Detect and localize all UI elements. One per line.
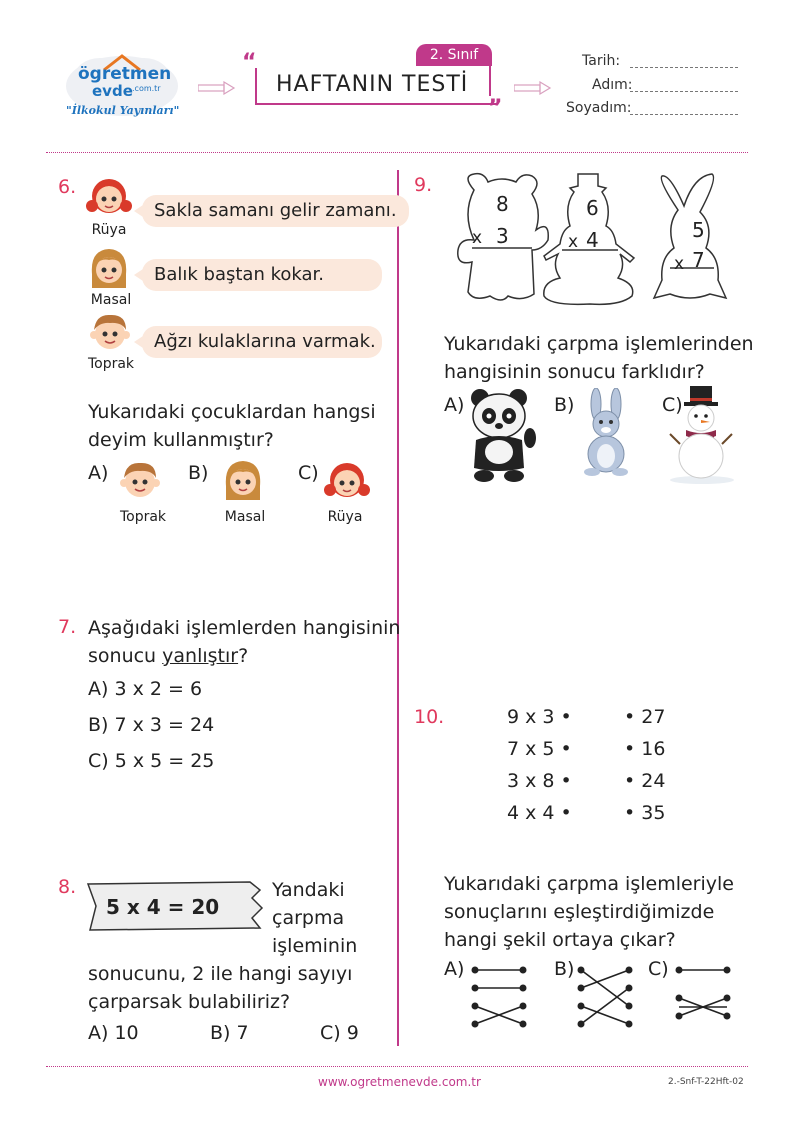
column-divider [397, 170, 399, 1046]
match-left-3: 3 x 8 • [507, 770, 572, 792]
shape-bottom-number: 3 [496, 224, 509, 248]
question-number-10: 10. [414, 706, 445, 728]
match-right-text: 27 [641, 706, 666, 728]
option-c-label[interactable]: C) [298, 462, 319, 484]
pattern-b-diagram[interactable] [576, 962, 634, 1038]
arrow-icon [514, 80, 552, 99]
speech-bubble-masal [142, 259, 382, 291]
match-left-2: 7 x 5 • [507, 738, 572, 760]
footer-url[interactable]: www.ogretmenevde.com.tr [318, 1075, 481, 1089]
question-underlined-word: yanlıştır [162, 645, 239, 667]
logo-main: ögretmen [78, 64, 172, 84]
speech-bubble-ruya [142, 195, 409, 227]
page-title: HAFTANIN TESTİ [276, 72, 469, 97]
pattern-a-diagram[interactable] [470, 962, 528, 1038]
boy-avatar-toprak [88, 310, 132, 358]
shape-top-number: 8 [496, 192, 509, 216]
question-line: hangisinin sonucu farklıdır? [444, 361, 705, 383]
shape-operator: x [568, 232, 579, 252]
shape-operator: x [472, 228, 483, 248]
speech-text-toprak: Ağzı kulaklarına varmak. [154, 331, 376, 352]
option-b-name: Masal [224, 509, 266, 525]
option-b-label[interactable]: B) [554, 394, 575, 416]
question-fragment: sonucu [88, 645, 163, 667]
pattern-c-diagram[interactable] [674, 962, 732, 1038]
option-a-label[interactable]: A) [444, 394, 465, 416]
surname-label: Soyadım: [566, 100, 632, 116]
match-right-4: • 35 [624, 802, 666, 824]
speech-text-masal: Balık baştan kokar. [154, 264, 324, 285]
match-left-4: 4 x 4 • [507, 802, 572, 824]
option-a[interactable]: A) 3 x 2 = 6 [88, 678, 203, 700]
question-line: Aşağıdaki işlemlerden hangisinin [88, 617, 401, 639]
match-left-1: 9 x 3 • [507, 706, 572, 728]
name-label: Adım: [592, 77, 633, 93]
question-text-7 [88, 614, 400, 670]
name-field[interactable] [630, 91, 738, 92]
title-frame [242, 47, 503, 121]
shape-operator: x [674, 254, 685, 274]
snowman-icon[interactable] [668, 384, 734, 488]
kid-name-toprak: Toprak [87, 356, 135, 372]
question-text-6 [88, 398, 376, 454]
shape-bottom-number: 4 [586, 228, 599, 252]
girl-avatar-ruya [86, 172, 132, 224]
option-c-name: Rüya [327, 509, 363, 525]
quote-close: ” [488, 96, 503, 121]
panda-outline-shape [452, 170, 554, 310]
logo-sub: evde [92, 82, 133, 100]
question-text-8 [88, 960, 352, 1016]
shape-top-number: 6 [586, 196, 599, 220]
speech-text-ruya: Sakla samanı gelir zamanı. [154, 200, 397, 221]
question-number-6: 6. [58, 176, 77, 198]
question-line [88, 642, 400, 670]
rabbit-icon[interactable] [580, 388, 632, 480]
date-label: Tarih: [582, 53, 621, 69]
question-number-9: 9. [414, 174, 433, 196]
footer-code: 2.-Snf-T-22Hft-02 [668, 1077, 744, 1087]
match-right-3: • 24 [624, 770, 666, 792]
logo [62, 48, 182, 128]
question-line: Yukarıdaki çarpma işlemleriyle [444, 873, 734, 895]
shape-top-number: 5 [692, 218, 705, 242]
boy-avatar-toprak[interactable] [118, 458, 162, 506]
match-left-text: 4 x 4 [507, 802, 555, 824]
girl-avatar-ruya[interactable] [324, 456, 370, 508]
option-b[interactable]: B) 7 x 3 = 24 [88, 714, 215, 736]
question-fragment: ? [238, 645, 249, 667]
kid-name-masal: Masal [90, 292, 132, 308]
question-text-10 [444, 870, 734, 954]
match-right-1: • 27 [624, 706, 666, 728]
footer-divider [46, 1066, 748, 1067]
surname-field[interactable] [630, 114, 738, 115]
option-c-label[interactable]: C) [662, 394, 683, 416]
option-b-label[interactable]: B) [188, 462, 209, 484]
banner-equation: 5 x 4 = 20 [106, 895, 220, 919]
question-line: hangi şekil ortaya çıkar? [444, 929, 676, 951]
snowman-outline-shape [540, 170, 640, 310]
logo-domain: .com.tr [132, 84, 161, 93]
question-line: çarpma [272, 907, 345, 929]
option-b[interactable]: B) 7 [210, 1022, 249, 1044]
question-line: Yukarıdaki çarpma işlemlerinden [444, 333, 754, 355]
header-divider [46, 152, 748, 153]
girl-avatar-masal [86, 244, 132, 296]
question-line: sonuçlarını eşleştirdiğimizde [444, 901, 715, 923]
option-a-name: Toprak [119, 509, 167, 525]
match-right-2: • 16 [624, 738, 666, 760]
option-c[interactable]: C) 9 [320, 1022, 359, 1044]
option-a-label[interactable]: A) [88, 462, 109, 484]
question-line: çarparsak bulabiliriz? [88, 991, 291, 1013]
rabbit-outline-shape [648, 170, 732, 310]
option-a[interactable]: A) 10 [88, 1022, 139, 1044]
question-number-7: 7. [58, 616, 77, 638]
question-line: işleminin [272, 935, 358, 957]
match-left-text: 3 x 8 [507, 770, 555, 792]
question-line: Yandaki [272, 879, 345, 901]
date-field[interactable] [630, 67, 738, 68]
option-b-label[interactable]: B) [554, 958, 575, 980]
option-a-label[interactable]: A) [444, 958, 465, 980]
question-text-9 [444, 330, 754, 386]
speech-bubble-toprak [142, 326, 382, 358]
grade-badge [416, 44, 492, 66]
quote-open: “ [242, 50, 257, 75]
match-left-text: 9 x 3 [507, 706, 555, 728]
option-c[interactable]: C) 5 x 5 = 25 [88, 750, 215, 772]
question-line: Yukarıdaki çocuklardan hangsi [88, 401, 376, 423]
match-right-text: 35 [641, 802, 666, 824]
question-number-8: 8. [58, 876, 77, 898]
girl-avatar-masal[interactable] [220, 456, 266, 508]
panda-icon[interactable] [466, 388, 538, 486]
question-line: sonucunu, 2 ile hangi sayıyı [88, 963, 353, 985]
question-line: deyim kullanmıştır? [88, 429, 274, 451]
option-c-label[interactable]: C) [648, 958, 669, 980]
grade-badge-label: 2. Sınıf [429, 47, 479, 63]
equation-banner [84, 876, 264, 936]
logo-tagline: "İlkokul Yayınları" [66, 104, 180, 117]
match-left-text: 7 x 5 [507, 738, 555, 760]
side-text-8 [272, 876, 357, 960]
match-right-text: 16 [641, 738, 666, 760]
shape-bottom-number: 7 [692, 248, 705, 272]
match-right-text: 24 [641, 770, 666, 792]
arrow-icon [198, 80, 236, 99]
kid-name-ruya: Rüya [91, 222, 127, 238]
